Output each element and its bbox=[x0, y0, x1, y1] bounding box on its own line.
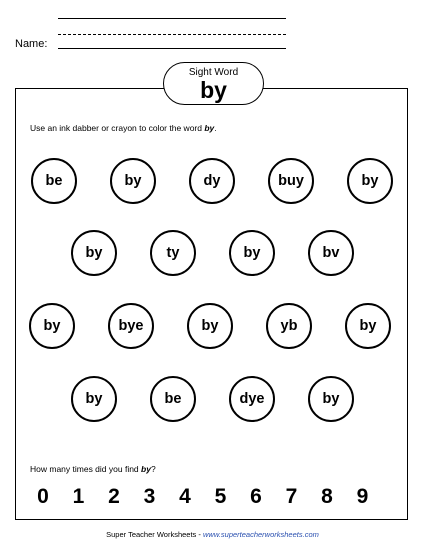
number-option[interactable]: 9 bbox=[356, 485, 369, 508]
word-circle[interactable]: by bbox=[229, 230, 275, 276]
number-option[interactable]: 4 bbox=[179, 485, 191, 508]
word-circle[interactable]: by bbox=[71, 230, 117, 276]
question-text bbox=[30, 464, 156, 474]
word-circle[interactable]: bv bbox=[308, 230, 354, 276]
word-circle[interactable]: by bbox=[308, 376, 354, 422]
word-circle[interactable]: ty bbox=[150, 230, 196, 276]
word-circle[interactable]: by bbox=[345, 303, 391, 349]
word-circle[interactable]: bye bbox=[108, 303, 154, 349]
word-circle[interactable]: by bbox=[29, 303, 75, 349]
word-circle[interactable]: be bbox=[31, 158, 77, 204]
name-base-line bbox=[58, 48, 286, 49]
number-option[interactable]: 8 bbox=[321, 485, 333, 508]
instruction-text bbox=[30, 123, 217, 133]
word-circle[interactable]: dy bbox=[189, 158, 235, 204]
word-circle[interactable]: dye bbox=[229, 376, 275, 422]
word-circle[interactable]: be bbox=[150, 376, 196, 422]
title-badge bbox=[163, 62, 264, 105]
number-option[interactable]: 2 bbox=[108, 485, 120, 508]
name-mid-line bbox=[58, 34, 286, 35]
word-circle[interactable]: by bbox=[110, 158, 156, 204]
title-word: by bbox=[200, 77, 227, 103]
number-option[interactable]: 7 bbox=[285, 485, 298, 508]
word-circle[interactable]: by bbox=[347, 158, 393, 204]
question-suffix: ? bbox=[150, 464, 156, 474]
number-option[interactable]: 6 bbox=[250, 485, 262, 508]
number-option[interactable]: 1 bbox=[72, 485, 85, 508]
number-option[interactable]: 5 bbox=[214, 485, 227, 508]
word-circle[interactable]: by bbox=[187, 303, 233, 349]
question-word: by bbox=[141, 464, 151, 474]
name-label: Name: bbox=[15, 38, 48, 50]
name-writing-lines bbox=[0, 0, 425, 60]
answer-numbers bbox=[33, 485, 393, 513]
number-option[interactable]: 3 bbox=[143, 485, 156, 508]
instruction-word: by bbox=[204, 123, 215, 133]
instruction-prefix: Use an ink dabber or crayon to color the word bbox=[30, 123, 205, 133]
number-option[interactable]: 0 bbox=[37, 485, 49, 508]
title-subtitle: Sight Word bbox=[188, 67, 239, 78]
word-circle[interactable]: yb bbox=[266, 303, 312, 349]
instruction-suffix: . bbox=[214, 123, 217, 133]
word-circle[interactable]: by bbox=[71, 376, 117, 422]
footer bbox=[0, 530, 425, 539]
footer-brand: Super Teacher Worksheets - bbox=[106, 530, 203, 539]
question-prefix: How many times did you find bbox=[30, 464, 142, 474]
footer-url[interactable]: www.superteacherworksheets.com bbox=[202, 530, 319, 539]
word-circle[interactable]: buy bbox=[268, 158, 314, 204]
name-top-line bbox=[58, 18, 286, 19]
